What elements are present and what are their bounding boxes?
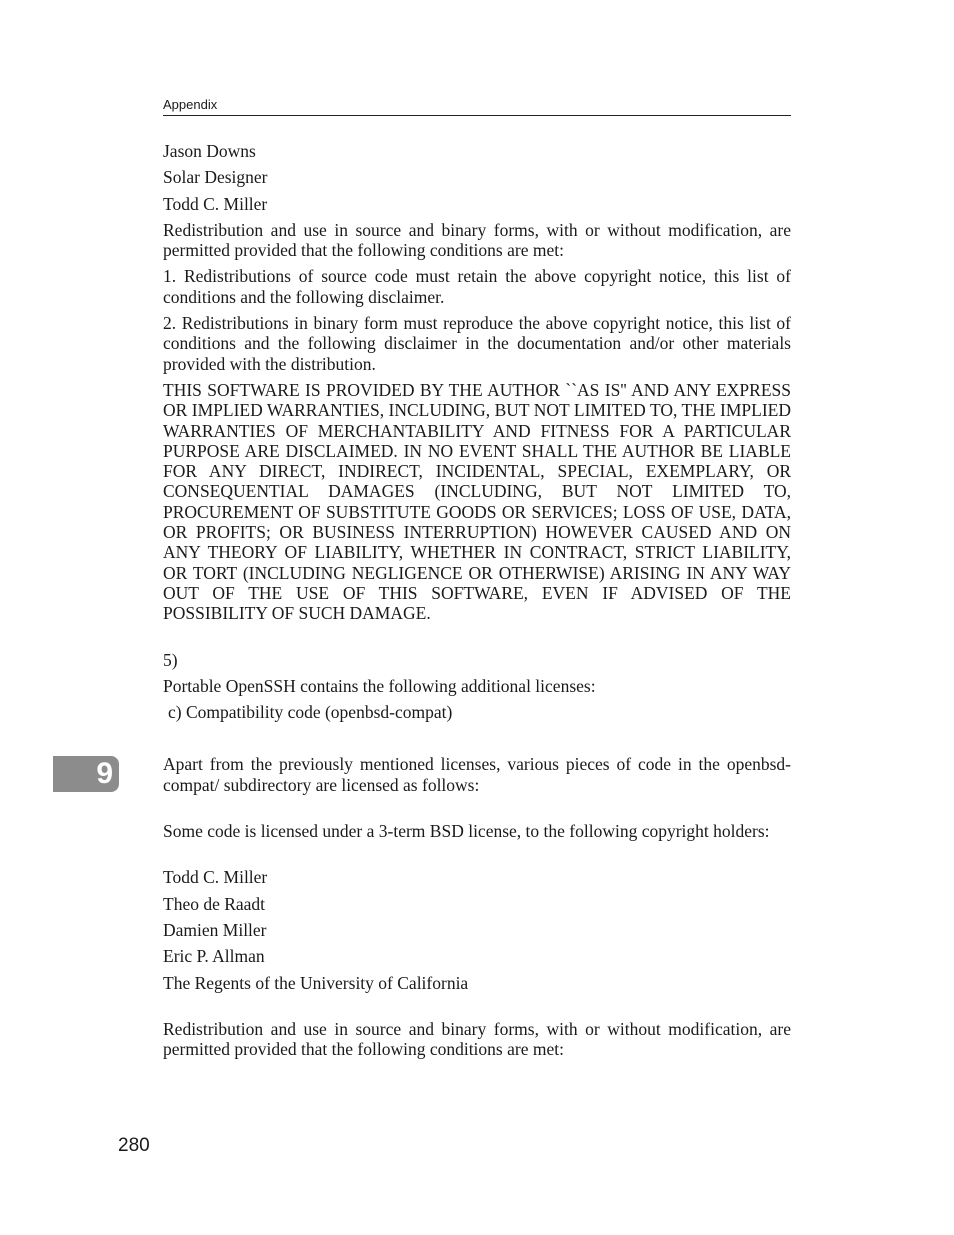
copyright-holder: Theo de Raadt xyxy=(163,893,266,914)
copyright-holder: The Regents of the University of California xyxy=(163,972,469,993)
condition-1-paragraph: 1. Redistributions of source code must retain the above copyright notice, this list of conditions and the following disclaimer. xyxy=(163,266,791,307)
some-code-paragraph: Some code is licensed under a 3-term BSD license, to the following copyright holders: xyxy=(163,821,770,842)
redistribution-paragraph: Redistribution and use in source and binary forms, with or without modification, are permitted provided that the following conditions are met: xyxy=(163,219,791,261)
copyright-holder: Jason Downs xyxy=(163,141,256,161)
spacer xyxy=(163,728,791,754)
spacer xyxy=(163,630,791,650)
disclaimer-paragraph: THIS SOFTWARE IS PROVIDED BY THE AUTHOR ``AS IS'' AND ANY EXPRESS OR IMPLIED WARRANTIES, INCLUDING, BUT NOT LIMITED TO, THE IMPLIED WARRANTIES OF MERCHANTABILITY AND FITNESS FOR A PARTICULAR PURPOSE ARE DISCLAIMED. IN NO EVENT SHALL THE AUTHOR BE LIABLE FOR ANY DIRECT, INDIRECT, INCIDENTAL, SPECIAL, EXEMPLARY, OR CONSEQUENTIAL DAMAGES (INCLUDING, BUT NOT LIMITED TO, PROCUREMENT OF SUBSTITUTE GOODS OR SERVICES; LOSS OF USE, DATA, OR PROFITS; OR BUSINESS INTERRUPTION) HOWEVER CAUSED AND ON ANY THEORY OF LIABILITY, WHETHER IN CONTRACT, STRICT LIABILITY, OR TORT (INCLUDING NEGLIGENCE OR OTHERWISE) ARISING IN ANY WAY OUT OF THE USE OF THIS SOFTWARE, EVEN IF ADVISED OF THE POSSIBILITY OF SUCH DAMAGE. xyxy=(163,379,791,624)
copyright-holder: Todd C. Miller xyxy=(163,193,268,214)
running-header xyxy=(163,95,791,116)
spacer xyxy=(163,801,791,821)
section-title: Appendix xyxy=(163,97,218,112)
chapter-tab: 9 xyxy=(53,756,119,792)
page-body xyxy=(163,141,791,1065)
item-number: 5) xyxy=(163,649,178,670)
spacer xyxy=(163,847,791,867)
copyright-holder: Todd C. Miller xyxy=(163,867,268,888)
copyright-holder: Solar Designer xyxy=(163,167,268,188)
condition-2-paragraph: 2. Redistributions in binary form must reproduce the above copyright notice, this list of conditions and the following disclaimer in the documentation and/or other materials provided with the distribution. xyxy=(163,313,791,374)
compat-heading: c) Compatibility code (openbsd-compat) xyxy=(168,702,453,723)
spacer xyxy=(163,999,791,1019)
copyright-holder: Eric P. Allman xyxy=(163,946,265,967)
apart-from-paragraph: Apart from the previously mentioned licenses, various pieces of code in the openbsd-compat/ subdirectory are licensed as follows: xyxy=(163,754,791,795)
portable-intro: Portable OpenSSH contains the following additional licenses: xyxy=(163,675,596,696)
copyright-holder: Damien Miller xyxy=(163,919,267,940)
page-number: 280 xyxy=(118,1135,150,1156)
redistribution-paragraph: Redistribution and use in source and binary forms, with or without modification, are permitted provided that the following conditions are met: xyxy=(163,1018,791,1060)
